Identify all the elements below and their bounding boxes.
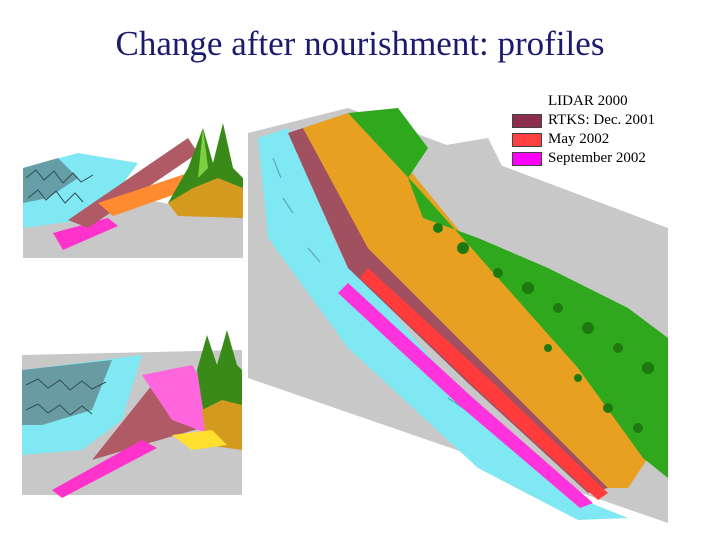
legend-swatch [512, 114, 542, 128]
main-shoreline-3d-view [248, 108, 678, 528]
legend-swatch [512, 152, 542, 166]
legend-label: LIDAR 2000 [548, 93, 628, 109]
legend-item [512, 111, 655, 130]
inset-view-top [18, 108, 248, 268]
inset-view-bottom [22, 330, 242, 500]
legend [512, 92, 655, 168]
legend-item [512, 92, 655, 111]
legend-swatch [512, 95, 542, 109]
legend-label: RTKS: Dec. 2001 [548, 112, 656, 128]
legend-label: September 2002 [548, 150, 646, 166]
legend-item [512, 149, 655, 168]
legend-label: May 2002 [548, 131, 610, 147]
legend-item [512, 130, 655, 149]
legend-swatch [512, 133, 542, 147]
slide-title: Change after nourishment: profiles [115, 24, 605, 63]
